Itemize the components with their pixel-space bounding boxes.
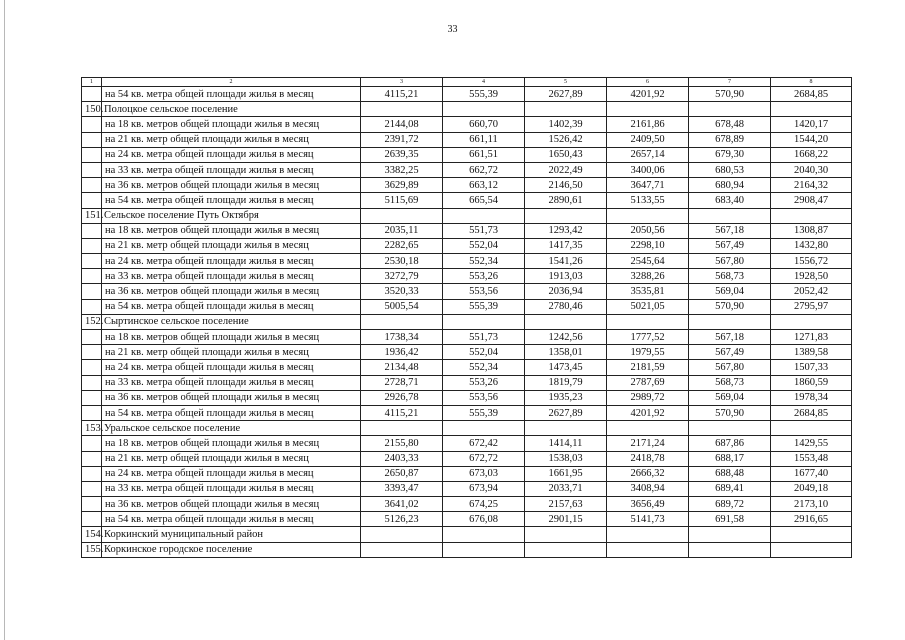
table-row [82, 451, 852, 466]
value-cell: 1668,22 [771, 147, 852, 162]
value-cell: 1293,42 [525, 223, 607, 238]
scan-edge-line [4, 0, 5, 640]
row-number [82, 330, 102, 345]
row-label: на 36 кв. метров общей площади жилья в месяц [102, 284, 361, 299]
value-cell [361, 421, 443, 436]
value-cell [771, 102, 852, 117]
value-cell: 1538,03 [525, 451, 607, 466]
value-cell [607, 542, 689, 557]
row-number [82, 254, 102, 269]
value-cell: 662,72 [443, 162, 525, 177]
value-cell [525, 102, 607, 117]
value-cell: 2650,87 [361, 466, 443, 481]
value-cell: 672,42 [443, 436, 525, 451]
value-cell: 2144,08 [361, 117, 443, 132]
value-cell: 661,11 [443, 132, 525, 147]
row-number: 150. [82, 102, 102, 117]
value-cell: 2049,18 [771, 481, 852, 496]
value-cell: 567,18 [689, 330, 771, 345]
table-row [82, 375, 852, 390]
row-number [82, 512, 102, 527]
value-cell: 665,54 [443, 193, 525, 208]
value-cell: 4115,21 [361, 87, 443, 102]
value-cell: 567,49 [689, 345, 771, 360]
section-title: Коркинское городское поселение [102, 542, 361, 557]
row-number [82, 466, 102, 481]
value-cell: 3408,94 [607, 481, 689, 496]
value-cell: 2916,65 [771, 512, 852, 527]
value-cell: 553,56 [443, 390, 525, 405]
value-cell: 1650,43 [525, 147, 607, 162]
value-cell [361, 314, 443, 329]
table-row [82, 390, 852, 405]
value-cell: 1544,20 [771, 132, 852, 147]
value-cell: 552,04 [443, 238, 525, 253]
section-row [82, 542, 852, 557]
column-number: 2 [102, 78, 361, 87]
value-cell [443, 421, 525, 436]
table-row [82, 162, 852, 177]
value-cell [771, 208, 852, 223]
value-cell: 567,80 [689, 254, 771, 269]
value-cell: 555,39 [443, 87, 525, 102]
value-cell: 3393,47 [361, 481, 443, 496]
row-number [82, 193, 102, 208]
value-cell: 1979,55 [607, 345, 689, 360]
row-number [82, 147, 102, 162]
value-cell: 2181,59 [607, 360, 689, 375]
row-number: 155. [82, 542, 102, 557]
value-cell: 568,73 [689, 375, 771, 390]
value-cell: 551,73 [443, 330, 525, 345]
value-cell [607, 314, 689, 329]
table-row [82, 299, 852, 314]
value-cell [771, 421, 852, 436]
table-row [82, 466, 852, 481]
value-cell [361, 208, 443, 223]
column-number: 5 [525, 78, 607, 87]
value-cell: 2155,80 [361, 436, 443, 451]
value-cell: 660,70 [443, 117, 525, 132]
value-cell: 2728,71 [361, 375, 443, 390]
value-cell: 2036,94 [525, 284, 607, 299]
row-number [82, 451, 102, 466]
table-row [82, 436, 852, 451]
value-cell: 3656,49 [607, 497, 689, 512]
table-row [82, 132, 852, 147]
table-row [82, 238, 852, 253]
row-number [82, 87, 102, 102]
value-cell: 1738,34 [361, 330, 443, 345]
value-cell [443, 102, 525, 117]
value-cell: 2989,72 [607, 390, 689, 405]
value-cell: 2157,63 [525, 497, 607, 512]
value-cell [689, 314, 771, 329]
value-cell [525, 208, 607, 223]
value-cell: 570,90 [689, 405, 771, 420]
value-cell: 2890,61 [525, 193, 607, 208]
value-cell: 3400,06 [607, 162, 689, 177]
row-label: на 18 кв. метров общей площади жилья в месяц [102, 117, 361, 132]
value-cell [443, 542, 525, 557]
value-cell: 4201,92 [607, 87, 689, 102]
value-cell [689, 421, 771, 436]
value-cell: 551,73 [443, 223, 525, 238]
row-label: на 54 кв. метра общей площади жилья в месяц [102, 87, 361, 102]
row-label: на 24 кв. метра общей площади жилья в месяц [102, 147, 361, 162]
value-cell: 2639,35 [361, 147, 443, 162]
row-label: на 18 кв. метров общей площади жилья в месяц [102, 223, 361, 238]
value-cell: 569,04 [689, 284, 771, 299]
row-number: 151. [82, 208, 102, 223]
value-cell: 567,18 [689, 223, 771, 238]
value-cell: 2022,49 [525, 162, 607, 177]
value-cell: 2409,50 [607, 132, 689, 147]
value-cell: 2666,32 [607, 466, 689, 481]
value-cell: 1553,48 [771, 451, 852, 466]
row-number [82, 238, 102, 253]
value-cell: 663,12 [443, 178, 525, 193]
value-cell: 1928,50 [771, 269, 852, 284]
value-cell: 680,94 [689, 178, 771, 193]
value-cell: 679,30 [689, 147, 771, 162]
value-cell: 2033,71 [525, 481, 607, 496]
value-cell [607, 102, 689, 117]
value-cell [689, 102, 771, 117]
row-number [82, 132, 102, 147]
value-cell [525, 314, 607, 329]
value-cell: 1935,23 [525, 390, 607, 405]
value-cell [771, 542, 852, 557]
section-row [82, 527, 852, 542]
section-row [82, 314, 852, 329]
value-cell: 2040,30 [771, 162, 852, 177]
value-cell: 1819,79 [525, 375, 607, 390]
value-cell [771, 527, 852, 542]
value-cell: 2134,48 [361, 360, 443, 375]
value-cell: 2298,10 [607, 238, 689, 253]
section-title: Полоцкое сельское поселение [102, 102, 361, 117]
row-number [82, 405, 102, 420]
value-cell: 5005,54 [361, 299, 443, 314]
value-cell: 1432,80 [771, 238, 852, 253]
value-cell: 570,90 [689, 299, 771, 314]
row-label: на 33 кв. метра общей площади жилья в месяц [102, 481, 361, 496]
value-cell [689, 527, 771, 542]
value-cell: 1271,83 [771, 330, 852, 345]
value-cell: 5141,73 [607, 512, 689, 527]
value-cell: 2418,78 [607, 451, 689, 466]
value-cell [361, 542, 443, 557]
row-label: на 24 кв. метра общей площади жилья в месяц [102, 360, 361, 375]
value-cell [525, 527, 607, 542]
value-cell: 678,48 [689, 117, 771, 132]
value-cell: 3629,89 [361, 178, 443, 193]
value-cell: 2926,78 [361, 390, 443, 405]
column-number: 7 [689, 78, 771, 87]
value-cell: 1429,55 [771, 436, 852, 451]
row-label: на 54 кв. метра общей площади жилья в месяц [102, 405, 361, 420]
value-cell: 680,53 [689, 162, 771, 177]
value-cell: 1541,26 [525, 254, 607, 269]
value-cell: 5126,23 [361, 512, 443, 527]
value-cell [443, 527, 525, 542]
value-cell: 1777,52 [607, 330, 689, 345]
table-row [82, 405, 852, 420]
row-label: на 36 кв. метров общей площади жилья в месяц [102, 178, 361, 193]
value-cell: 1556,72 [771, 254, 852, 269]
value-cell: 1358,01 [525, 345, 607, 360]
row-number: 153. [82, 421, 102, 436]
table-row [82, 497, 852, 512]
value-cell [525, 542, 607, 557]
value-cell [607, 208, 689, 223]
value-cell: 2164,32 [771, 178, 852, 193]
value-cell: 2795,97 [771, 299, 852, 314]
value-cell: 2035,11 [361, 223, 443, 238]
row-number: 152. [82, 314, 102, 329]
table-row [82, 269, 852, 284]
value-cell: 552,34 [443, 254, 525, 269]
value-cell: 2684,85 [771, 405, 852, 420]
value-cell [361, 527, 443, 542]
row-label: на 18 кв. метров общей площади жилья в месяц [102, 330, 361, 345]
row-label: на 33 кв. метра общей площади жилья в месяц [102, 375, 361, 390]
table-row [82, 178, 852, 193]
table-row [82, 330, 852, 345]
table-row [82, 147, 852, 162]
value-cell: 5021,05 [607, 299, 689, 314]
value-cell [525, 421, 607, 436]
value-cell: 661,51 [443, 147, 525, 162]
table-row [82, 193, 852, 208]
value-cell: 1507,33 [771, 360, 852, 375]
row-number [82, 178, 102, 193]
row-label: на 21 кв. метр общей площади жилья в месяц [102, 238, 361, 253]
value-cell: 1661,95 [525, 466, 607, 481]
row-number [82, 375, 102, 390]
row-number [82, 223, 102, 238]
value-cell: 3520,33 [361, 284, 443, 299]
value-cell [771, 314, 852, 329]
row-number [82, 497, 102, 512]
table-row [82, 117, 852, 132]
value-cell: 2657,14 [607, 147, 689, 162]
section-row [82, 421, 852, 436]
table-row [82, 512, 852, 527]
value-cell: 691,58 [689, 512, 771, 527]
row-number [82, 481, 102, 496]
column-number-row [82, 78, 852, 87]
value-cell: 1936,42 [361, 345, 443, 360]
row-label: на 24 кв. метра общей площади жилья в месяц [102, 466, 361, 481]
value-cell: 689,41 [689, 481, 771, 496]
value-cell: 555,39 [443, 405, 525, 420]
value-cell: 673,03 [443, 466, 525, 481]
value-cell: 1978,34 [771, 390, 852, 405]
value-cell: 2901,15 [525, 512, 607, 527]
section-title: Уральское сельское поселение [102, 421, 361, 436]
section-row [82, 102, 852, 117]
value-cell: 5115,69 [361, 193, 443, 208]
value-cell: 569,04 [689, 390, 771, 405]
value-cell: 2161,86 [607, 117, 689, 132]
value-cell: 3535,81 [607, 284, 689, 299]
value-cell [689, 542, 771, 557]
value-cell: 678,89 [689, 132, 771, 147]
value-cell: 570,90 [689, 87, 771, 102]
value-cell: 1526,42 [525, 132, 607, 147]
value-cell: 1308,87 [771, 223, 852, 238]
section-row [82, 208, 852, 223]
value-cell: 2908,47 [771, 193, 852, 208]
value-cell: 674,25 [443, 497, 525, 512]
value-cell: 4115,21 [361, 405, 443, 420]
row-number: 154. [82, 527, 102, 542]
row-label: на 54 кв. метра общей площади жилья в месяц [102, 512, 361, 527]
value-cell [607, 421, 689, 436]
value-cell: 567,80 [689, 360, 771, 375]
value-cell: 552,04 [443, 345, 525, 360]
row-number [82, 269, 102, 284]
value-cell: 2780,46 [525, 299, 607, 314]
value-cell: 2403,33 [361, 451, 443, 466]
value-cell: 1860,59 [771, 375, 852, 390]
row-label: на 36 кв. метров общей площади жилья в месяц [102, 390, 361, 405]
value-cell: 553,26 [443, 375, 525, 390]
value-cell: 2627,89 [525, 87, 607, 102]
row-label: на 33 кв. метра общей площади жилья в месяц [102, 162, 361, 177]
table-row [82, 284, 852, 299]
page-number: 33 [447, 24, 458, 35]
value-cell: 688,17 [689, 451, 771, 466]
value-cell: 553,56 [443, 284, 525, 299]
row-number [82, 360, 102, 375]
column-number: 4 [443, 78, 525, 87]
value-cell: 687,86 [689, 436, 771, 451]
row-number [82, 117, 102, 132]
column-number: 1 [82, 78, 102, 87]
value-cell: 2050,56 [607, 223, 689, 238]
table-row [82, 87, 852, 102]
value-cell: 676,08 [443, 512, 525, 527]
value-cell: 1417,35 [525, 238, 607, 253]
value-cell: 2146,50 [525, 178, 607, 193]
value-cell: 555,39 [443, 299, 525, 314]
value-cell: 3288,26 [607, 269, 689, 284]
row-number [82, 299, 102, 314]
value-cell: 1389,58 [771, 345, 852, 360]
column-number: 6 [607, 78, 689, 87]
value-cell: 1913,03 [525, 269, 607, 284]
value-cell: 2052,42 [771, 284, 852, 299]
value-cell: 2684,85 [771, 87, 852, 102]
row-label: на 54 кв. метра общей площади жилья в месяц [102, 193, 361, 208]
value-cell: 3272,79 [361, 269, 443, 284]
value-cell: 5133,55 [607, 193, 689, 208]
row-label: на 54 кв. метра общей площади жилья в месяц [102, 299, 361, 314]
row-label: на 18 кв. метров общей площади жилья в месяц [102, 436, 361, 451]
value-cell: 672,72 [443, 451, 525, 466]
value-cell [607, 527, 689, 542]
table-row [82, 360, 852, 375]
section-title: Сыртинское сельское поселение [102, 314, 361, 329]
value-cell: 1402,39 [525, 117, 607, 132]
value-cell: 2530,18 [361, 254, 443, 269]
section-title: Сельское поселение Путь Октября [102, 208, 361, 223]
value-cell: 3641,02 [361, 497, 443, 512]
row-label: на 21 кв. метр общей площади жилья в месяц [102, 451, 361, 466]
value-cell: 1420,17 [771, 117, 852, 132]
table-row [82, 223, 852, 238]
row-number [82, 345, 102, 360]
value-cell [443, 314, 525, 329]
value-cell: 1473,45 [525, 360, 607, 375]
value-cell: 568,73 [689, 269, 771, 284]
value-cell: 3647,71 [607, 178, 689, 193]
row-label: на 33 кв. метра общей площади жилья в месяц [102, 269, 361, 284]
value-cell: 553,26 [443, 269, 525, 284]
value-cell [689, 208, 771, 223]
value-cell: 567,49 [689, 238, 771, 253]
row-number [82, 390, 102, 405]
table-row [82, 345, 852, 360]
value-cell: 2173,10 [771, 497, 852, 512]
value-cell: 2391,72 [361, 132, 443, 147]
value-cell: 683,40 [689, 193, 771, 208]
tariff-table [81, 77, 852, 558]
row-label: на 36 кв. метров общей площади жилья в месяц [102, 497, 361, 512]
section-title: Коркинский муниципальный район [102, 527, 361, 542]
value-cell: 673,94 [443, 481, 525, 496]
value-cell [443, 208, 525, 223]
row-number [82, 162, 102, 177]
value-cell: 1414,11 [525, 436, 607, 451]
row-label: на 24 кв. метра общей площади жилья в месяц [102, 254, 361, 269]
value-cell: 689,72 [689, 497, 771, 512]
table-row [82, 254, 852, 269]
value-cell: 552,34 [443, 360, 525, 375]
value-cell: 3382,25 [361, 162, 443, 177]
column-number: 8 [771, 78, 852, 87]
value-cell: 1677,40 [771, 466, 852, 481]
row-label: на 21 кв. метр общей площади жилья в месяц [102, 132, 361, 147]
row-label: на 21 кв. метр общей площади жилья в месяц [102, 345, 361, 360]
column-number: 3 [361, 78, 443, 87]
value-cell: 2545,64 [607, 254, 689, 269]
value-cell [361, 102, 443, 117]
table-row [82, 481, 852, 496]
value-cell: 1242,56 [525, 330, 607, 345]
value-cell: 688,48 [689, 466, 771, 481]
value-cell: 2282,65 [361, 238, 443, 253]
row-number [82, 436, 102, 451]
value-cell: 2787,69 [607, 375, 689, 390]
row-number [82, 284, 102, 299]
value-cell: 2171,24 [607, 436, 689, 451]
value-cell: 2627,89 [525, 405, 607, 420]
value-cell: 4201,92 [607, 405, 689, 420]
